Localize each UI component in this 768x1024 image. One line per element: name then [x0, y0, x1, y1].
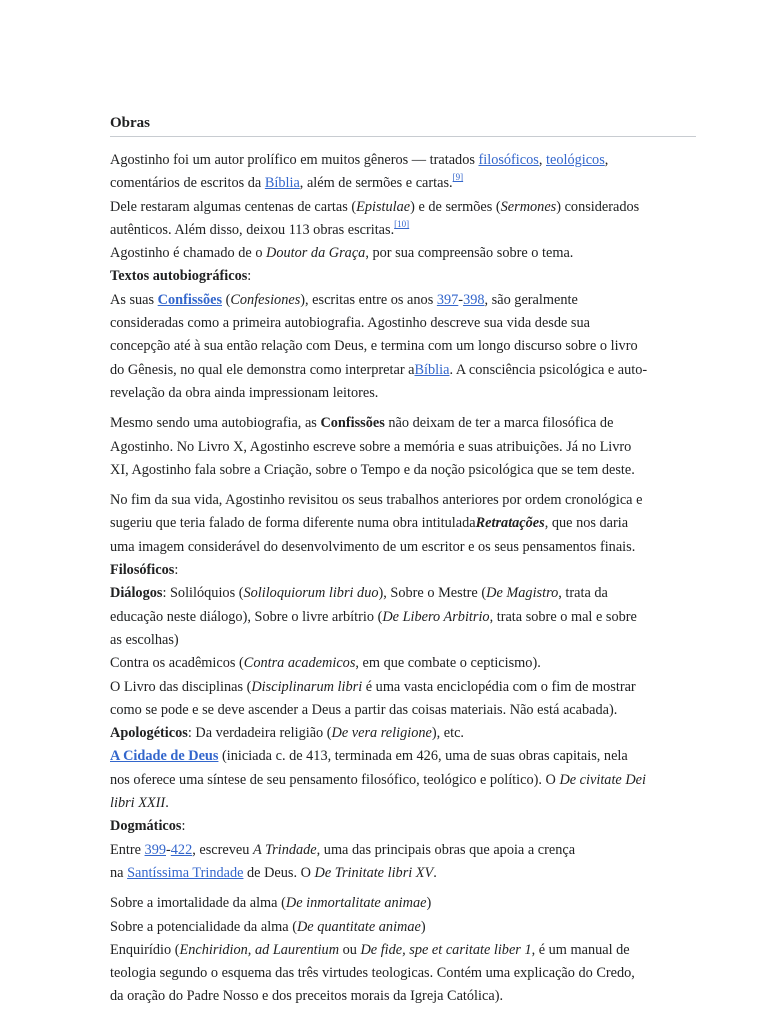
text: : Solilóquios ( — [162, 585, 244, 602]
text: . A consciência psicológica e auto- — [449, 361, 648, 378]
subheading-autobiograficos: Textos autobiográficos — [110, 268, 248, 285]
text: ou — [339, 941, 361, 958]
italic-text: Epistulae — [356, 198, 411, 215]
italic-text: Contra academicos — [243, 655, 356, 672]
text: (iniciada c. de 413, terminada em 426, uma de suas obras capitais, nela — [218, 748, 628, 765]
bold-text: Confissões — [320, 415, 385, 432]
italic-text: De Magistro — [486, 585, 559, 602]
article-content — [110, 110, 696, 1009]
text: - — [458, 291, 464, 308]
link-santissima-trindade[interactable]: Santíssima Trindade — [127, 864, 244, 881]
link-confissoes[interactable]: Confissões — [157, 291, 223, 308]
text: do Gênesis, no qual ele demonstra como interpretar a — [110, 361, 415, 378]
subheading-apologeticos: Apologéticos — [110, 725, 188, 742]
italic-text: De Libero Arbitrio — [382, 608, 490, 625]
italic-text: libri XXII — [110, 795, 166, 812]
text: : — [181, 818, 186, 835]
text: , em que combate o cepticismo). — [355, 655, 541, 672]
link-filosoficos[interactable]: filosóficos — [478, 152, 539, 168]
reference-link-10[interactable]: [10] — [394, 218, 410, 229]
link-biblia-2[interactable]: Bíblia — [414, 361, 450, 378]
link-399[interactable]: 399 — [144, 841, 166, 858]
subheading-dogmaticos: Dogmáticos — [110, 818, 182, 835]
text: as escolhas) — [110, 631, 179, 648]
paragraph-confissoes — [110, 412, 696, 482]
text: não deixam de ter a marca filosófica de — [384, 415, 614, 432]
text: Enquirídio ( — [110, 941, 180, 958]
text: O Livro das disciplinas ( — [110, 678, 252, 695]
italic-text: Doutor da Graça — [266, 245, 366, 262]
text: , uma das principais obras que apoia a crença — [316, 841, 576, 858]
text: é uma vasta enciclopédia com o fim de mostrar — [362, 678, 636, 695]
text: ) — [420, 918, 426, 935]
text: sugeriu que teria falado de forma diferente numa obra intitulada — [110, 515, 476, 532]
text: XI, Agostinho fala sobre a Criação, sobre o Tempo e da noção psicológica que se tem deste. — [110, 461, 635, 478]
text: No fim da sua vida, Agostinho revisitou os seus trabalhos anteriores por ordem cronológica e — [110, 492, 643, 509]
paragraph-retratacoes — [110, 489, 696, 885]
link-398[interactable]: 398 — [463, 291, 485, 308]
text: , por sua compreensão sobre o tema. — [365, 245, 574, 262]
text: educação neste diálogo), Sobre o livre arbítrio ( — [110, 608, 383, 625]
text: ), escritas entre os anos — [300, 291, 437, 308]
text: , trata sobre o mal e sobre — [489, 608, 637, 625]
text: Dele restaram algumas centenas de cartas ( — [110, 198, 357, 215]
italic-text: Disciplinarum libri — [251, 678, 363, 695]
reference-link-9[interactable]: [9] — [452, 172, 464, 183]
text: concepção até à sua então relação com Deus, e termina com um longo discurso sobre o livro — [110, 338, 638, 355]
text: Agostinho foi um autor prolífico em muitos gêneros — tratados — [110, 152, 479, 168]
italic-text: De civitate Dei — [559, 771, 646, 788]
text: - — [166, 841, 171, 858]
italic-text: A Trindade — [252, 841, 317, 858]
text: uma imagem considerável do desenvolvimento de um escritor e os seus pensamentos finais. — [110, 538, 636, 555]
bold-text: Diálogos — [110, 585, 163, 602]
link-cidade-de-deus[interactable]: A Cidade de Deus — [110, 748, 219, 765]
text: na — [110, 864, 128, 881]
text: , — [538, 152, 546, 168]
link-teologicos[interactable]: teológicos — [546, 152, 605, 168]
italic-text: De vera religione — [331, 725, 432, 742]
italic-text: De inmortalitate animae — [285, 895, 427, 912]
text: , que nos daria — [544, 515, 629, 532]
text: autênticos. Além disso, deixou 113 obras escritas. — [110, 221, 395, 238]
text: como se pode e se deve ascender a Deus a partir das coisas materiais. Não está acabada). — [110, 701, 618, 718]
text: de Deus. O — [243, 864, 315, 881]
italic-text: Confesiones — [230, 291, 301, 308]
italic-text: De quantitate animae — [296, 918, 421, 935]
text: ), etc. — [431, 725, 465, 742]
text: , trata da — [558, 585, 608, 602]
text: , escreveu — [192, 841, 253, 858]
text: , — [604, 152, 609, 168]
text: : — [174, 562, 179, 579]
text: : Da verdadeira religião ( — [187, 725, 332, 742]
italic-text: De fide, spe et caritate liber 1 — [360, 941, 532, 958]
text: Entre — [110, 841, 145, 858]
text: . — [165, 795, 169, 812]
text: ), Sobre o Mestre ( — [378, 585, 487, 602]
text: comentários de escritos da — [110, 175, 265, 192]
text: Agostinho. No Livro X, Agostinho escreve sobre a memória e suas atribuições. Já no Livro — [110, 438, 632, 455]
italic-text: Sermones — [500, 198, 557, 215]
text: Contra os acadêmicos ( — [110, 655, 244, 672]
bold-italic-text: Retratações — [475, 515, 545, 532]
link-422[interactable]: 422 — [170, 841, 193, 858]
text: , são geralmente — [484, 291, 578, 308]
paragraph-other-works — [110, 892, 696, 1008]
text: ) e de sermões ( — [410, 198, 501, 215]
text: nos oferece uma síntese de seu pensamento filosófico, teológico e político). O — [110, 771, 560, 788]
italic-text: Enchiridion, ad Laurentium — [179, 941, 340, 958]
text: revelação da obra ainda impressionam leitores. — [110, 384, 379, 401]
text: . — [433, 864, 437, 881]
subheading-filosoficos: Filosóficos — [110, 562, 175, 579]
italic-text: Soliloquiorum libri duo — [243, 585, 379, 602]
text: consideradas como a primeira autobiografia. Agostinho descreve sua vida desde sua — [110, 315, 590, 332]
text: ) considerados — [556, 198, 640, 215]
text: ) — [426, 895, 432, 912]
text: Sobre a imortalidade da alma ( — [110, 895, 286, 912]
text: ( — [222, 291, 231, 308]
text: da oração do Padre Nosso e dos preceitos morais da Igreja Católica). — [110, 988, 504, 1005]
italic-text: De Trinitate libri XV — [314, 864, 434, 881]
text: Agostinho é chamado de o — [110, 245, 267, 262]
paragraph-intro — [110, 149, 696, 405]
link-397[interactable]: 397 — [436, 291, 459, 308]
text: , além de sermões e cartas. — [299, 175, 453, 192]
link-biblia[interactable]: Bíblia — [264, 175, 300, 192]
text: Sobre a potencialidade da alma ( — [110, 918, 297, 935]
text: teologia segundo o esquema das três virtudes teologicas. Contém uma explicação do Credo, — [110, 965, 635, 982]
text: As suas — [110, 291, 158, 308]
text: : — [247, 268, 252, 285]
section-heading-obras: Obras — [110, 110, 696, 137]
text: , é um manual de — [531, 941, 630, 958]
text: Mesmo sendo uma autobiografia, as — [110, 415, 321, 432]
